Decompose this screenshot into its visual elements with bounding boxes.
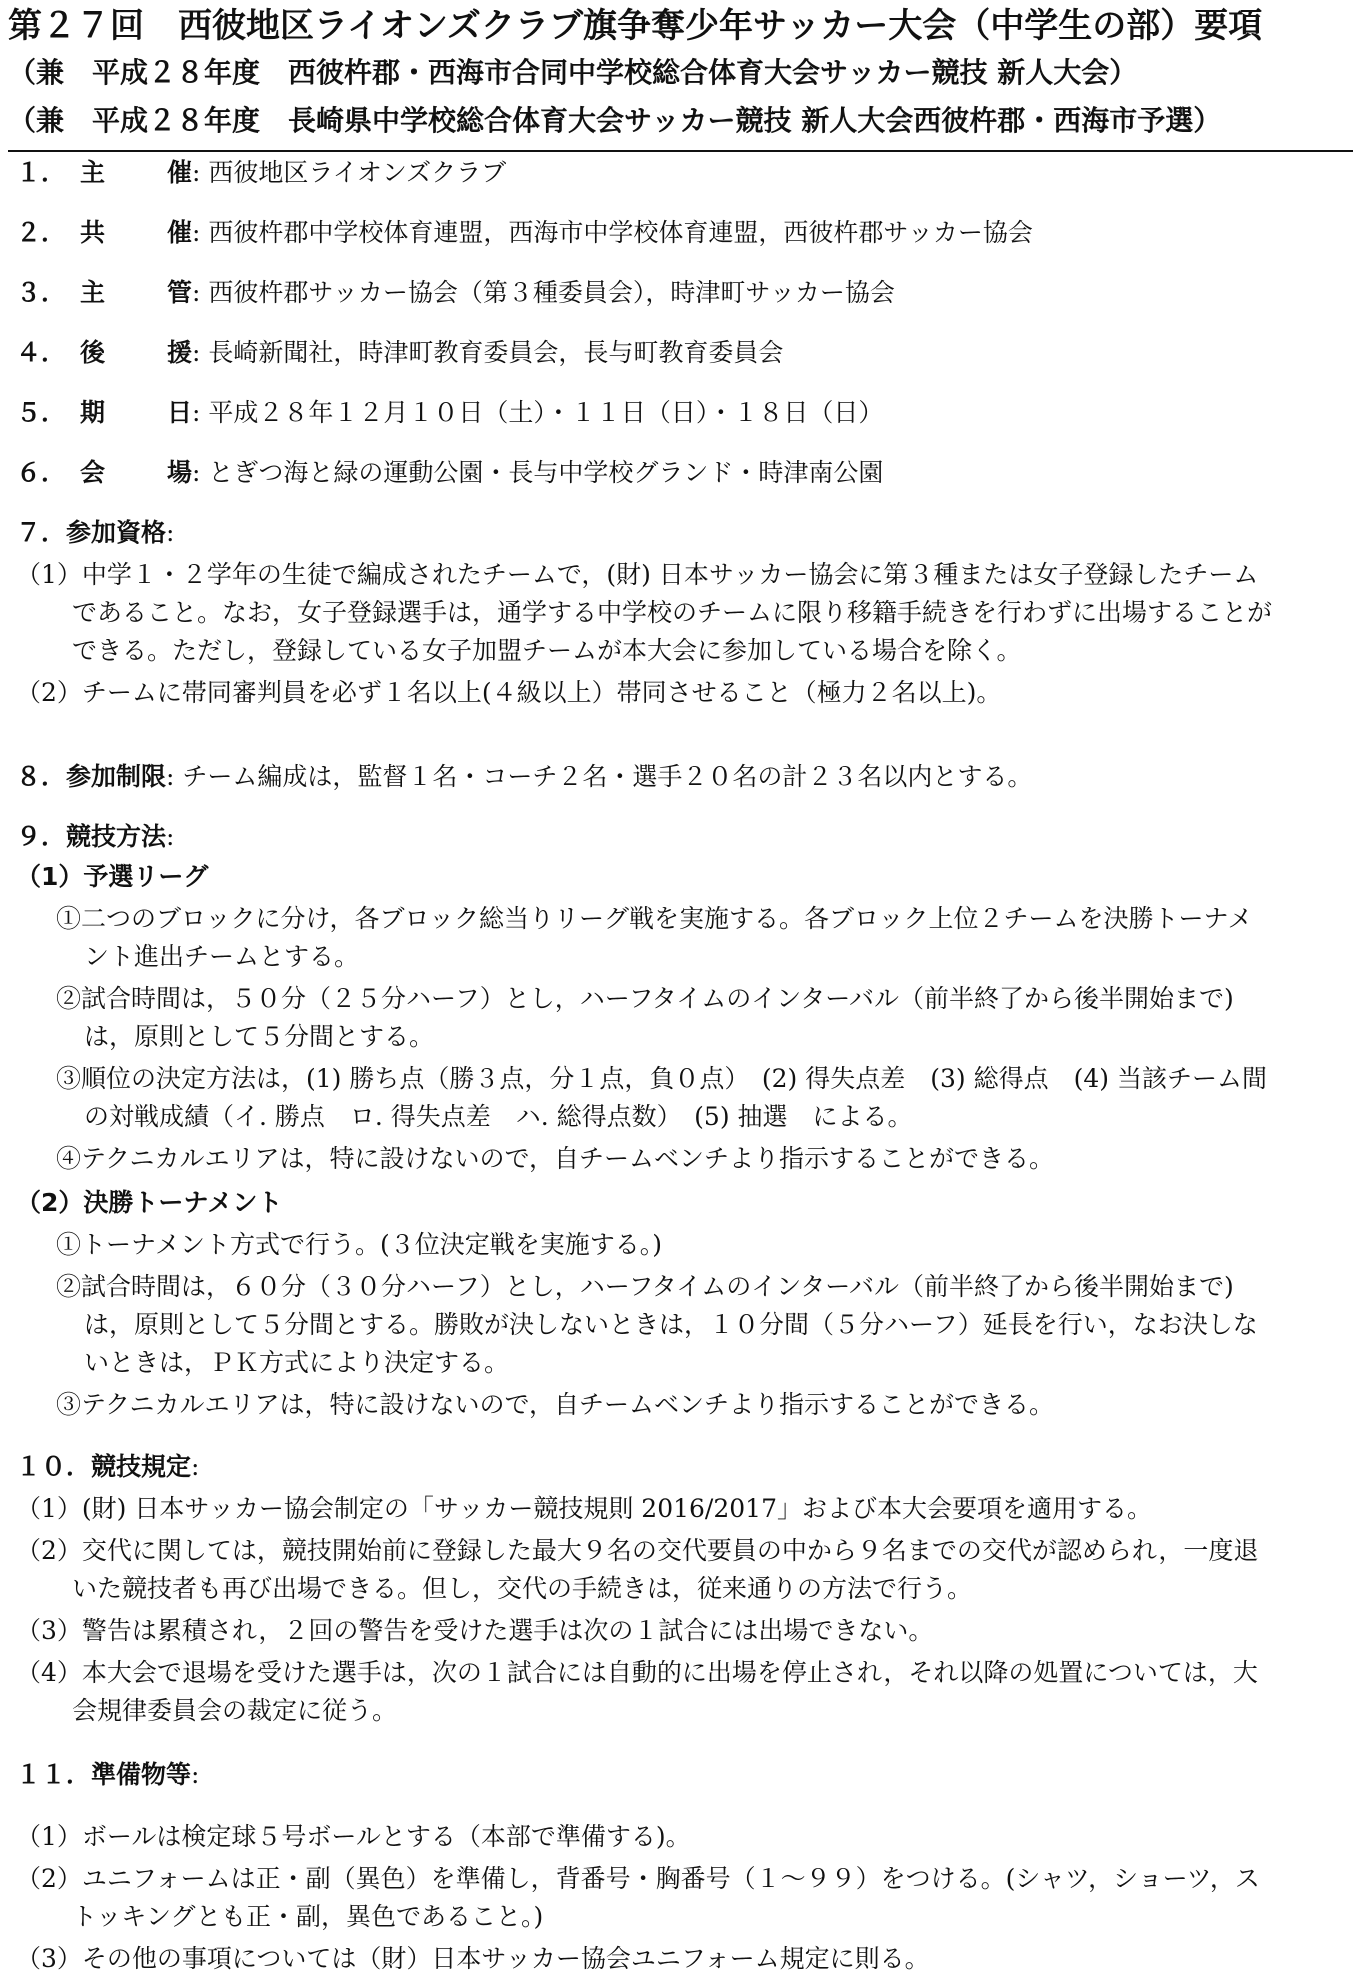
tournament-rule-3: ③テクニカルエリアは，特に設けないので，自チームベンチより指示することができる。 <box>56 1390 1055 1419</box>
item-number: ５． <box>16 398 67 427</box>
regulation-1: （1）(財) 日本サッカー協会制定の「サッカー競技規則 2016/2017」および本大会要項を適用する。 <box>16 1494 1152 1523</box>
league-rule-4: ④テクニカルエリアは，特に設けないので，自チームベンチより指示することができる。 <box>56 1144 1055 1173</box>
equipment-rule-2: （2）ユニフォームは正・副（異色）を準備し，背番号・胸番号（１～９９）をつける。(シャツ，ショーツ，ス <box>16 1864 1260 1893</box>
regulation-2-cont: いた競技者も再び出場できる。但し，交代の手続きは，従来通りの方法で行う。 <box>72 1574 973 1603</box>
item-number: ４． <box>16 338 67 367</box>
item-number: ２． <box>16 218 67 247</box>
title-divider <box>8 150 1353 152</box>
league-rule-3-cont: の対戦成績（イ. 勝点 ロ. 得失点差 ハ. 総得点数） (5) 抽選 による。 <box>84 1102 913 1131</box>
item-value: : 西彼杵郡サッカー協会（第３種委員会），時津町サッカー協会 <box>192 278 895 307</box>
item-number: ３． <box>16 278 67 307</box>
regulation-3: （3）警告は累積され，２回の警告を受けた選手は次の１試合には出場できない。 <box>16 1616 934 1645</box>
item-number: ６． <box>16 458 67 487</box>
league-rule-2-cont: は，原則として５分間とする。 <box>84 1022 435 1051</box>
document-title: 第２７回 西彼地区ライオンズクラブ旗争奪少年サッカー大会（中学生の部）要項 <box>8 6 1263 46</box>
league-rule-1: ①二つのブロックに分け，各ブロック総当りリーグ戦を実施する。各ブロック上位２チームを決勝トーナメ <box>56 904 1253 933</box>
final-tournament-heading: （2）決勝トーナメント <box>16 1188 283 1217</box>
equipment-rule-1: （1）ボールは検定球５号ボールとする（本部で準備する)。 <box>16 1822 691 1851</box>
preliminary-league-heading: （1）予選リーグ <box>16 862 209 891</box>
section-equipment-heading: １１．準備物等: <box>16 1760 200 1789</box>
item-number: １． <box>16 158 67 187</box>
document-subtitle-2: （兼 平成２８年度 長崎県中学校総合体育大会サッカー競技 新人大会西彼杵郡・西海市予選） <box>8 104 1222 137</box>
section-limits: ８．参加制限: チーム編成は，監督１名・コーチ２名・選手２０名の計２３名以内とする。 <box>16 762 1033 791</box>
regulation-4-cont: 会規律委員会の裁定に従う。 <box>72 1696 398 1725</box>
eligibility-rule-2: （2）チームに帯同審判員を必ず１名以上(４級以上）帯同させること（極力２名以上)。 <box>16 678 1002 707</box>
eligibility-rule-1-cont: であること。なお，女子登録選手は，通学する中学校のチームに限り移籍手続きを行わずに出場することが <box>72 598 1273 627</box>
league-rule-1-cont: ント進出チームとする。 <box>84 942 360 971</box>
item-label: 主 管 <box>80 278 192 307</box>
tournament-rule-2-cont: いときは，ＰＫ方式により決定する。 <box>84 1348 510 1377</box>
tournament-rule-2: ②試合時間は，６０分（３０分ハーフ）とし，ハーフタイムのインターバル（前半終了から後半開始まで) <box>56 1272 1234 1301</box>
regulation-4: （4）本大会で退場を受けた選手は，次の１試合には自動的に出場を停止され，それ以降の処置については，大 <box>16 1658 1258 1687</box>
item-value: : 長崎新聞社，時津町教育委員会，長与町教育委員会 <box>192 338 784 367</box>
item-value: : とぎつ海と緑の運動公園・長与中学校グランド・時津南公園 <box>192 458 884 487</box>
eligibility-rule-1: （1）中学１・２学年の生徒で編成されたチームで，(財) 日本サッカー協会に第３種または女子登録したチーム <box>16 560 1259 589</box>
section-format-heading: ９．競技方法: <box>16 822 175 851</box>
section-regulations-heading: １０．競技規定: <box>16 1452 200 1481</box>
equipment-rule-3: （3）その他の事項については（財）日本サッカー協会ユニフォーム規定に則る。 <box>16 1944 930 1973</box>
item-value: : 西彼地区ライオンズクラブ <box>192 158 507 187</box>
item-venue <box>16 456 883 490</box>
item-sponsors <box>16 336 783 370</box>
item-value: : 西彼杵郡中学校体育連盟，西海市中学校体育連盟，西彼杵郡サッカー協会 <box>192 218 1033 247</box>
section-eligibility-heading: ７．参加資格: <box>16 518 175 547</box>
item-label: 後 援 <box>80 338 192 367</box>
item-co-organizer <box>16 216 1033 250</box>
item-label: 共 催 <box>80 218 192 247</box>
league-rule-3: ③順位の決定方法は，(1) 勝ち点（勝３点，分１点，負０点） (2) 得失点差 (3) 総得点 (4) 当該チーム間 <box>56 1064 1267 1093</box>
tournament-rule-2-cont: は，原則として５分間とする。勝敗が決しないときは，１０分間（５分ハーフ）延長を行い，なお決しな <box>84 1310 1258 1339</box>
document-subtitle-1: （兼 平成２８年度 西彼杵郡・西海市合同中学校総合体育大会サッカー競技 新人大会） <box>8 56 1138 89</box>
league-rule-2: ②試合時間は，５０分（２５分ハーフ）とし，ハーフタイムのインターバル（前半終了から後半開始まで) <box>56 984 1234 1013</box>
item-label: 会 場 <box>80 458 192 487</box>
equipment-rule-2-cont: トッキングとも正・副，異色であること。) <box>72 1902 544 1931</box>
eligibility-rule-1-cont: できる。ただし，登録している女子加盟チームが本大会に参加している場合を除く。 <box>72 636 1022 665</box>
item-dates <box>16 396 883 430</box>
tournament-rule-1: ①トーナメント方式で行う。(３位決定戦を実施する。) <box>56 1230 663 1259</box>
item-label: 主 催 <box>80 158 192 187</box>
item-label: 期 日 <box>80 398 192 427</box>
item-management <box>16 276 895 310</box>
item-organizer <box>16 156 506 190</box>
regulation-2: （2）交代に関しては，競技開始前に登録した最大９名の交代要員の中から９名までの交代が認められ，一度退 <box>16 1536 1259 1565</box>
item-value: : 平成２８年１２月１０日（土）・１１日（日）・１８日（日） <box>192 398 884 427</box>
